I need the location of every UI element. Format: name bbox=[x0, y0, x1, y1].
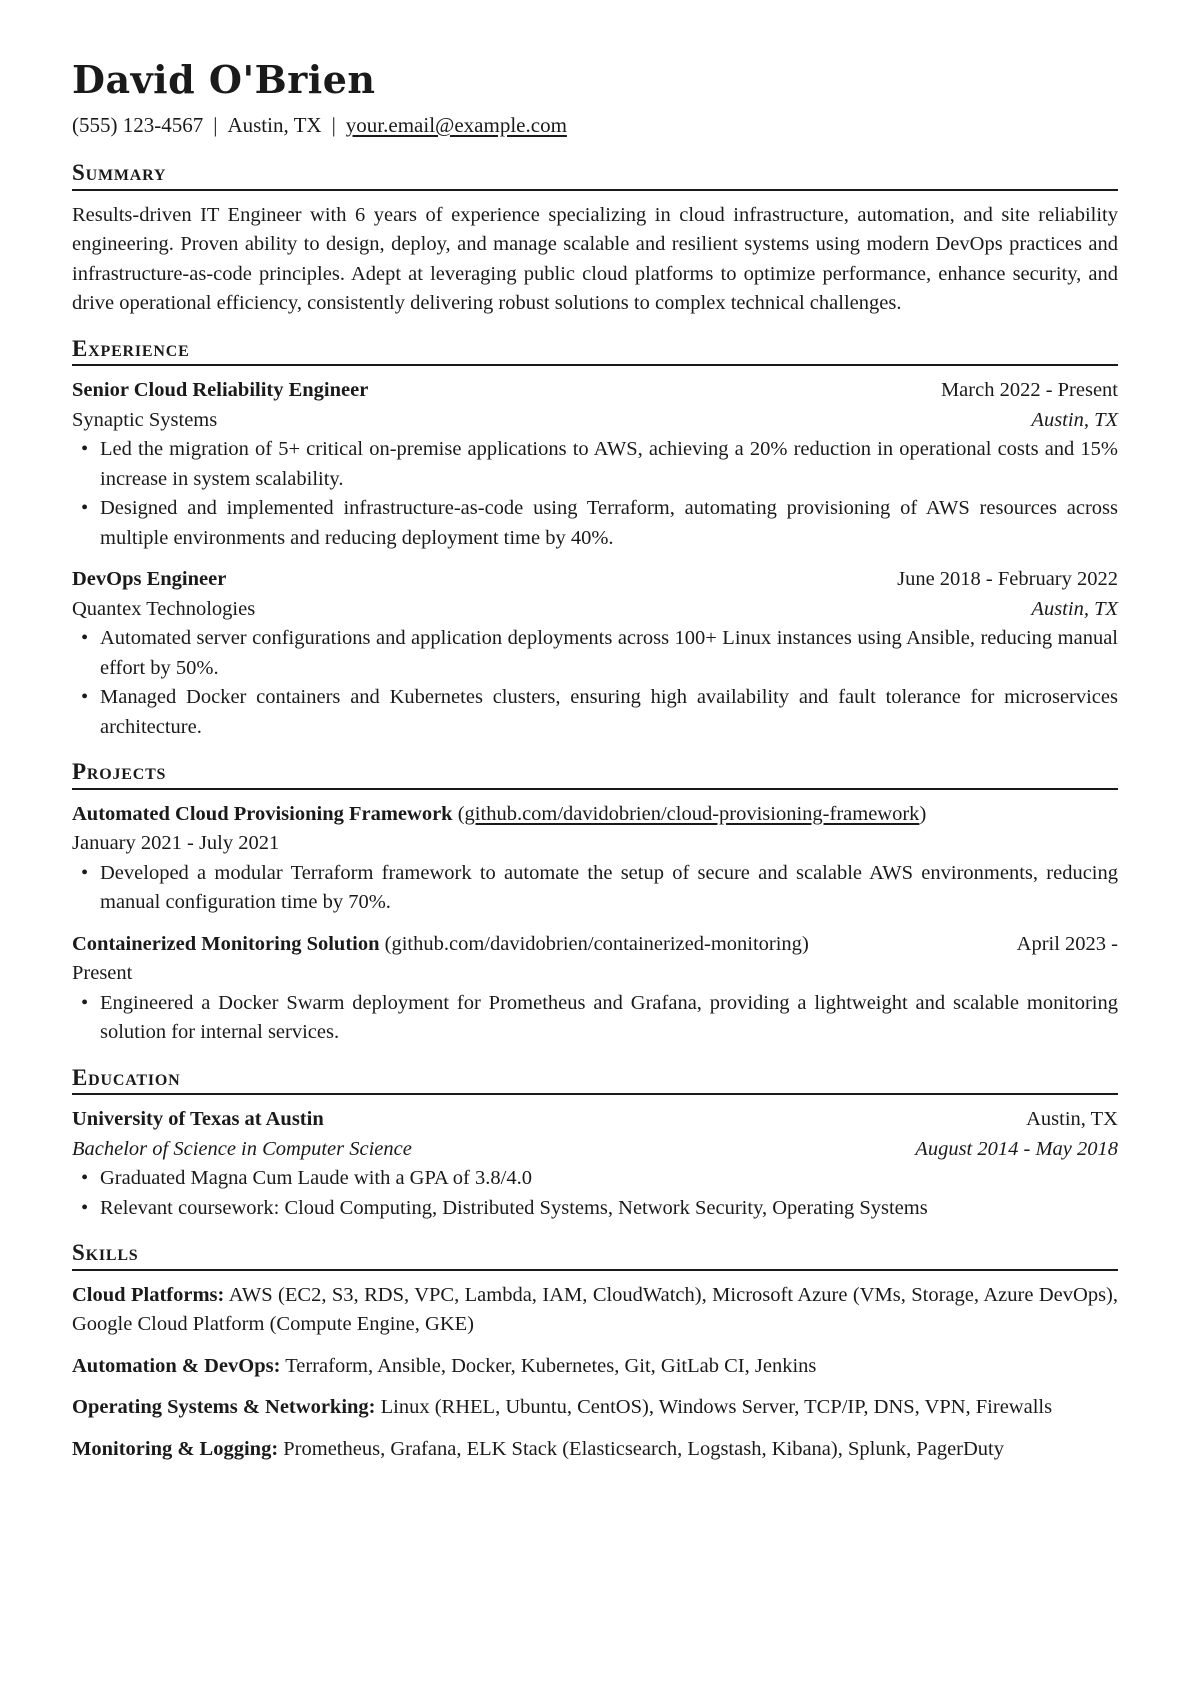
education-dates: August 2014 - May 2018 bbox=[915, 1137, 1118, 1160]
education-section bbox=[72, 1064, 1118, 1224]
project-link[interactable]: github.com/davidobrien/containerized-monitoring bbox=[391, 932, 802, 955]
projects-section bbox=[72, 758, 1118, 1048]
bullet-item: • Designed and implemented infrastructure-as-code using Terraform, automating provisioning of AWS resources across multiple environments and reducing deployment time by 40%. bbox=[72, 494, 1118, 553]
skill-label: Cloud Platforms: bbox=[72, 1283, 225, 1306]
bullet-item: • Relevant coursework: Cloud Computing, Distributed Systems, Network Security, Operating Systems bbox=[72, 1194, 1118, 1224]
bullet-item: • Engineered a Docker Swarm deployment for Prometheus and Grafana, providing a lightweight and scalable monitoring solution for internal services. bbox=[72, 989, 1118, 1048]
job-location: Austin, TX bbox=[1031, 597, 1118, 620]
skill-value: Prometheus, Grafana, ELK Stack (Elasticsearch, Logstash, Kibana), Splunk, PagerDuty bbox=[283, 1437, 1005, 1460]
bullet-item: • Led the migration of 5+ critical on-premise applications to AWS, achieving a 20% reduction in operational costs and 15% increase in system scalability. bbox=[72, 435, 1118, 494]
bullet-item: • Managed Docker containers and Kubernetes clusters, ensuring high availability and fault tolerance for microservices architecture. bbox=[72, 683, 1118, 742]
project-entry: Containerized Monitoring Solution (github.com/davidobrien/containerized-monitoring) April 2023 - Present • Engineered a Docker Swarm deployment for Prometheus and Grafana, providing a lightweight and scalable monitoring solution for internal services. bbox=[72, 930, 1118, 1048]
skill-value: AWS (EC2, S3, RDS, VPC, Lambda, IAM, CloudWatch), Microsoft Azure (VMs, Storage, Azure DevOps), Google Cloud Platform (Compute Engine, GKE) bbox=[72, 1283, 1119, 1336]
skill-value: Terraform, Ansible, Docker, Kubernetes, Git, GitLab CI, Jenkins bbox=[285, 1354, 817, 1377]
job-company: Synaptic Systems bbox=[72, 408, 218, 431]
section-title-skills: Skills bbox=[72, 1239, 1118, 1271]
job-company: Quantex Technologies bbox=[72, 597, 256, 620]
bullet-item: • Graduated Magna Cum Laude with a GPA of 3.8/4.0 bbox=[72, 1164, 1118, 1194]
project-dates-start: April 2023 - bbox=[1016, 932, 1118, 955]
job-role: DevOps Engineer bbox=[72, 568, 227, 591]
bullet-item: • Automated server configurations and application deployments across 100+ Linux instances using Ansible, reducing manual effort by 50%. bbox=[72, 624, 1118, 683]
job-bullets bbox=[72, 624, 1118, 742]
project-dates-end: Present bbox=[72, 962, 133, 985]
summary-section bbox=[72, 159, 1118, 319]
section-title-projects: Projects bbox=[72, 758, 1118, 790]
experience-section bbox=[72, 335, 1118, 743]
contact-separator: | bbox=[331, 112, 336, 137]
section-title-education: Education bbox=[72, 1064, 1118, 1096]
summary-text: Results-driven IT Engineer with 6 years of experience specializing in cloud infrastructure, automation, and site reliability engineering. Proven ability to design, deploy, and manage scalable and resilient systems using modern DevOps practices and infrastructure-as-code principles. Adept at leveraging public cloud platforms to optimize performance, enhance security, and drive operational efficiency, consistently delivering robust solutions to complex technical challenges. bbox=[72, 203, 1118, 315]
project-bullets bbox=[72, 989, 1118, 1048]
job-location: Austin, TX bbox=[1031, 408, 1118, 431]
candidate-name: David O'Brien bbox=[72, 57, 376, 102]
skill-row bbox=[72, 1393, 1118, 1423]
skill-row bbox=[72, 1435, 1118, 1465]
skill-value: Linux (RHEL, Ubuntu, CentOS), Windows Server, TCP/IP, DNS, VPN, Firewalls bbox=[380, 1396, 1053, 1419]
job-dates: March 2022 - Present bbox=[940, 379, 1118, 402]
school-location: Austin, TX bbox=[1026, 1108, 1118, 1131]
contact-separator: | bbox=[213, 112, 218, 137]
skill-row bbox=[72, 1281, 1118, 1340]
skill-label: Monitoring & Logging: bbox=[72, 1437, 279, 1460]
degree: Bachelor of Science in Computer Science bbox=[72, 1137, 412, 1160]
project-bullets bbox=[72, 859, 1118, 918]
section-title-summary: Summary bbox=[72, 159, 1118, 191]
project-name: Containerized Monitoring Solution bbox=[72, 932, 380, 955]
job-role: Senior Cloud Reliability Engineer bbox=[72, 379, 369, 402]
skill-row bbox=[72, 1352, 1118, 1382]
education-bullets bbox=[72, 1164, 1118, 1223]
job-bullets bbox=[72, 435, 1118, 553]
project-name: Automated Cloud Provisioning Framework bbox=[72, 802, 453, 825]
job-dates: June 2018 - February 2022 bbox=[897, 568, 1118, 591]
email-link[interactable]: your.email@example.com bbox=[345, 112, 567, 137]
project-dates: January 2021 - July 2021 bbox=[72, 832, 280, 855]
job-entry bbox=[72, 565, 1118, 742]
phone-number: (555) 123-4567 bbox=[72, 112, 204, 137]
skills-section bbox=[72, 1239, 1118, 1464]
education-entry bbox=[72, 1105, 1118, 1223]
resume-page bbox=[72, 58, 1118, 1464]
skill-label: Automation & DevOps: bbox=[72, 1354, 281, 1377]
bullet-item: • Developed a modular Terraform framework to automate the setup of secure and scalable AWS environments, reducing manual configuration time by 70%. bbox=[72, 859, 1118, 918]
section-title-experience: Experience bbox=[72, 335, 1118, 367]
school-name: University of Texas at Austin bbox=[72, 1108, 324, 1131]
project-link[interactable]: github.com/davidobrien/cloud-provisioning-framework bbox=[464, 802, 920, 825]
contact-line bbox=[72, 112, 1118, 139]
project-entry: Automated Cloud Provisioning Framework (github.com/davidobrien/cloud-provisioning-framework) January 2021 - July 2021 • Developed a modular Terraform framework to automate the setup of secure and scalable AWS environments, reducing manual configuration time by 70%. bbox=[72, 800, 1118, 918]
location: Austin, TX bbox=[227, 112, 322, 137]
skill-label: Operating Systems & Networking: bbox=[72, 1396, 376, 1419]
job-entry bbox=[72, 376, 1118, 553]
